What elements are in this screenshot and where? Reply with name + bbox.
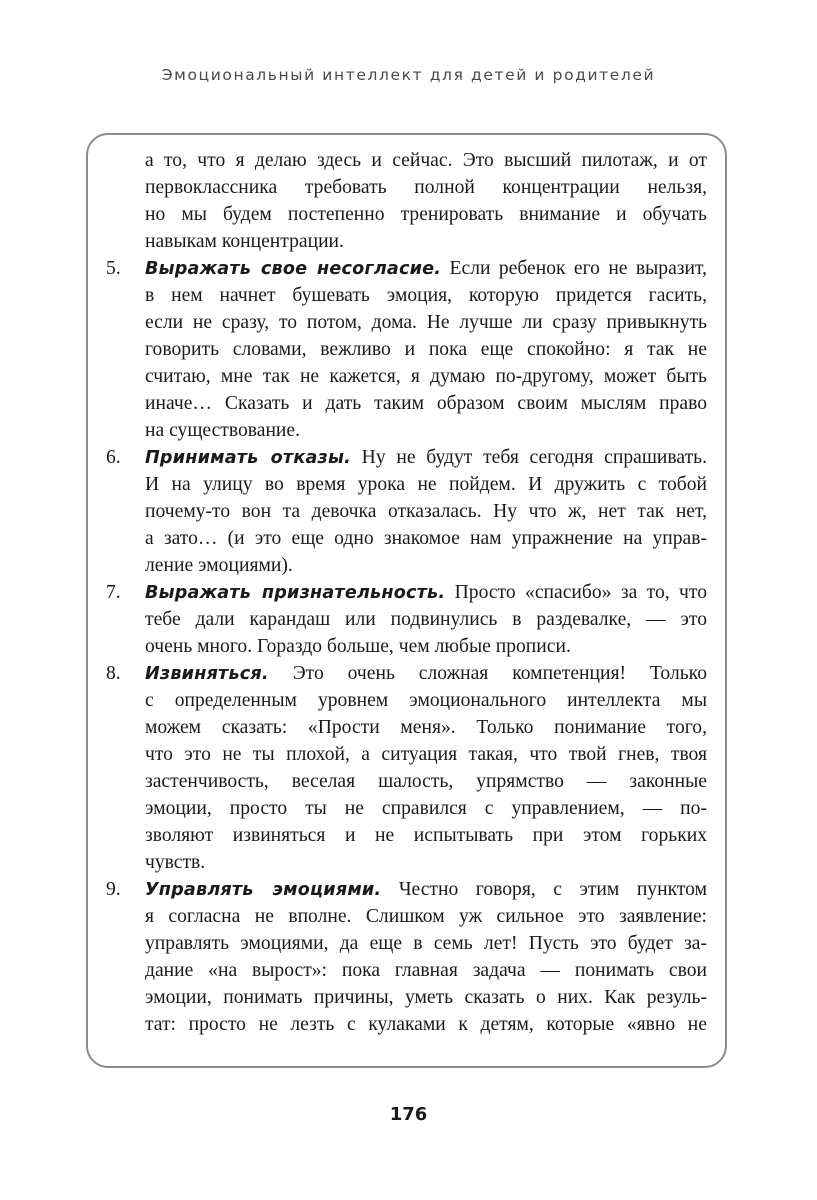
text-line: ление эмоциями). <box>145 555 293 576</box>
list-item-first-line <box>145 579 707 606</box>
list-item-term: Извиняться. <box>145 664 269 684</box>
list-item-first-line <box>145 660 707 687</box>
list-item-number: 7. <box>106 582 121 603</box>
text-line: эмоции, понимать причины, уметь сказать о них. Как резуль- <box>145 987 707 1008</box>
page-number: 176 <box>389 1104 428 1125</box>
text-line: считаю, мне так не кажется, я думаю по-другому, может быть <box>145 366 707 387</box>
text-line: в нем начнет бушевать эмоция, которую придется гасить, <box>145 285 707 306</box>
list-item-number: 9. <box>106 879 121 900</box>
list-item-term: Выражать свое несогласие. <box>145 259 442 279</box>
text-line: с определенным уровнем эмоционального интеллекта мы <box>145 690 707 711</box>
text-line: управлять эмоциями, да еще в семь лет! Пусть это будет за- <box>145 933 707 954</box>
text-line: почему-то вон та девочка отказалась. Ну что ж, нет так нет, <box>145 501 707 522</box>
text-line: я согласна не вполне. Слишком уж сильное это заявление: <box>145 906 707 927</box>
text-line: что это не ты плохой, а ситуация такая, что твой гнев, твоя <box>145 744 707 765</box>
text-line: очень много. Гораздо больше, чем любые прописи. <box>145 636 571 657</box>
text-line: можем сказать: «Прости меня». Только понимание того, <box>145 717 707 738</box>
text-line: а зато… (и это еще одно знакомое нам упражнение на управ- <box>145 528 707 549</box>
running-header: Эмоциональный интеллект для детей и родителей <box>161 66 656 84</box>
list-item-term: Принимать отказы. <box>145 448 351 468</box>
text-line: но мы будем постепенно тренировать внимание и обучать <box>145 204 707 225</box>
text-line: иначе… Сказать и дать таким образом своим мыслям право <box>145 393 707 414</box>
list-item-text: Ну не будут тебя сегодня спрашивать. <box>350 447 707 468</box>
text-line: эмоции, просто ты не справился с управлением, — по- <box>145 798 707 819</box>
list-item-number: 8. <box>106 663 121 684</box>
text-line: дание «на вырост»: пока главная задача — понимать свои <box>145 960 707 981</box>
list-item-number: 5. <box>106 258 121 279</box>
list-item-term: Управлять эмоциями. <box>145 880 382 900</box>
list-item-number: 6. <box>106 447 121 468</box>
text-line: первоклассника требовать полной концентрации нельзя, <box>145 177 707 198</box>
list-item-first-line <box>145 444 707 471</box>
list-item-first-line <box>145 255 707 282</box>
list-item-first-line <box>145 876 707 903</box>
text-line: на существование. <box>145 420 301 441</box>
text-line: тат: просто не лезть с кулаками к детям, которые «явно не <box>145 1014 707 1035</box>
list-item-text: Если ребенок его не выразит, <box>441 258 707 279</box>
text-line: говорить словами, вежливо и пока еще спокойно: я так не <box>145 339 707 360</box>
text-line: а то, что я делаю здесь и сейчас. Это высший пилотаж, и от <box>145 150 707 171</box>
list-item-text: Честно говоря, с этим пунктом <box>381 879 707 900</box>
text-line: чувств. <box>145 852 206 873</box>
text-line: И на улицу во время урока не пойдем. И дружить с тобой <box>145 474 707 495</box>
list-item-term: Выражать признательность. <box>145 583 446 603</box>
list-item-text: Это очень сложная компетенция! Только <box>268 663 707 684</box>
text-line: навыкам концентрации. <box>145 231 344 252</box>
text-line: тебе дали карандаш или подвинулись в раздевалке, — это <box>145 609 707 630</box>
list-item-text: Просто «спасибо» за то, что <box>445 582 707 603</box>
text-line: если не сразу, то потом, дома. Не лучше ли сразу привыкнуть <box>145 312 707 333</box>
text-line: зволяют извиняться и не испытывать при этом горьких <box>145 825 707 846</box>
text-line: застенчивость, веселая шалость, упрямство — законные <box>145 771 707 792</box>
